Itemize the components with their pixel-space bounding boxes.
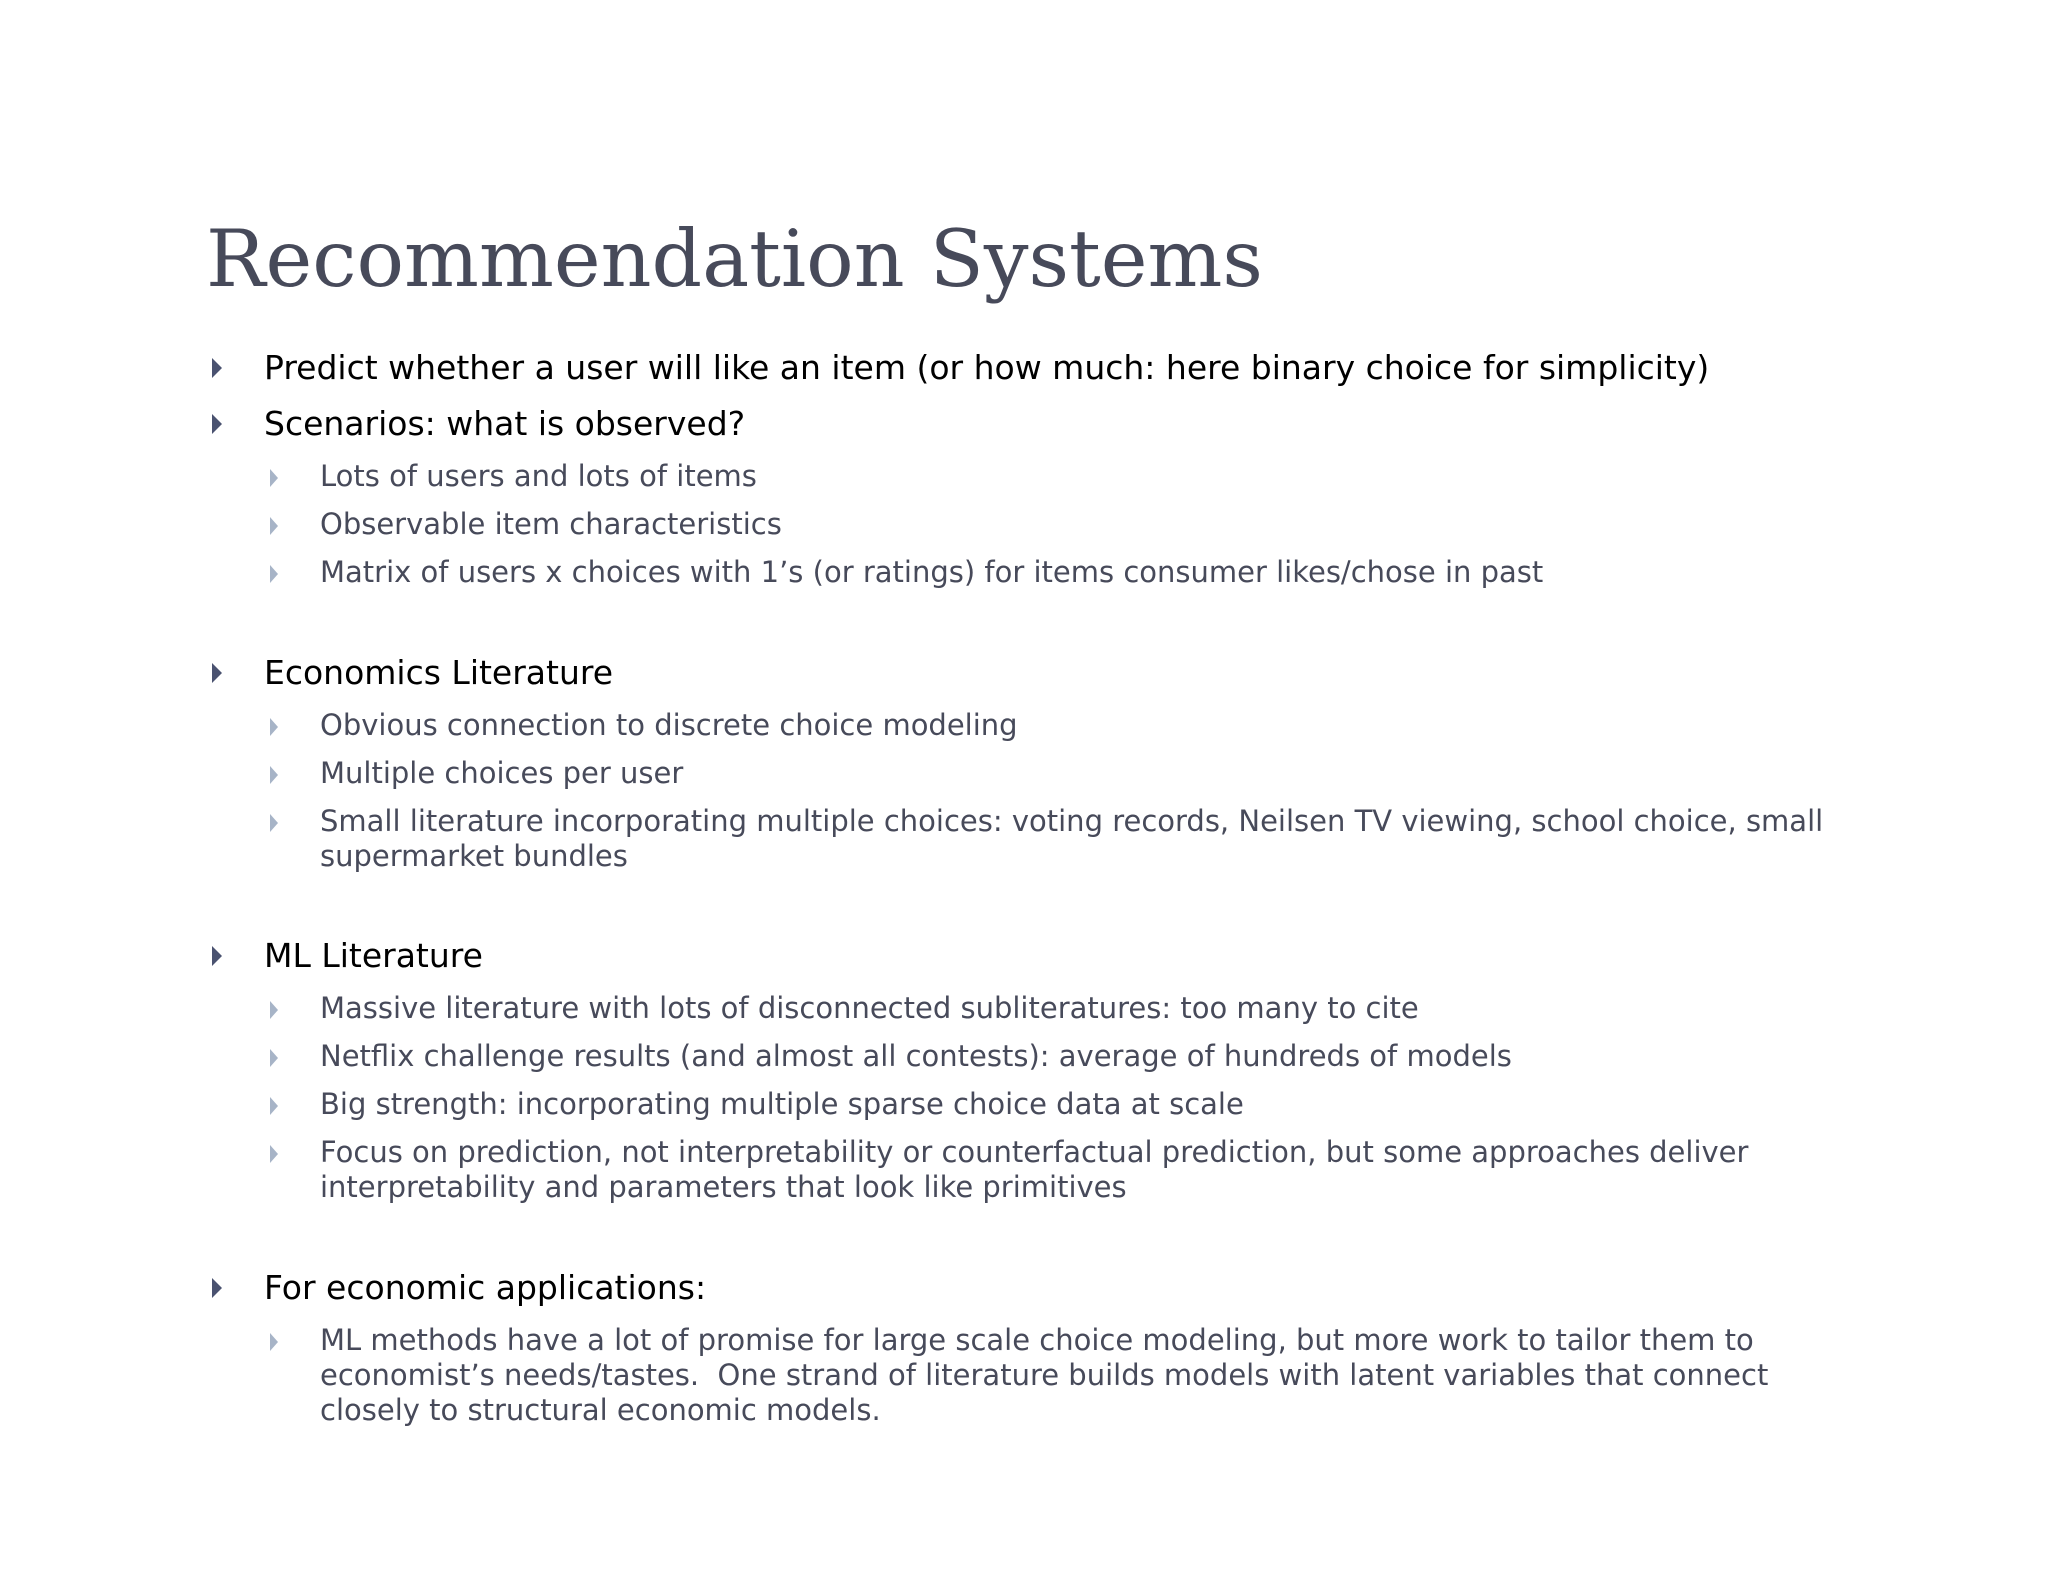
triangle-bullet-icon <box>270 766 278 784</box>
triangle-bullet-icon <box>212 946 222 966</box>
sub-bullet-text: ML methods have a lot of promise for large scale choice modeling, but more work to tailor them to economist’s needs/tastes. One strand of literature builds models with latent variables that connect closely to structural economic models. <box>320 1323 1769 1427</box>
sub-bullet-item <box>320 1323 1860 1428</box>
sub-bullet-text: Lots of users and lots of items <box>320 459 757 493</box>
sub-bullet-item <box>320 1135 1860 1205</box>
bullet-text: ML Literature <box>264 936 483 975</box>
sub-bullet-item <box>320 804 1860 874</box>
triangle-bullet-icon <box>270 1049 278 1067</box>
triangle-bullet-icon <box>270 718 278 736</box>
triangle-bullet-icon <box>212 358 222 378</box>
triangle-bullet-icon <box>270 517 278 535</box>
slide-title: Recommendation Systems <box>206 213 1263 305</box>
bullet-item <box>264 653 613 693</box>
bullet-item <box>264 936 483 976</box>
bullet-item <box>264 1268 706 1308</box>
sub-bullet-item <box>320 756 1860 791</box>
sub-bullet-item <box>320 507 1860 542</box>
sub-bullet-item <box>320 1087 1860 1122</box>
bullet-text: Economics Literature <box>264 653 614 692</box>
sub-bullet-item <box>320 459 1860 494</box>
sub-bullet-item <box>320 991 1860 1026</box>
bullet-text: Predict whether a user will like an item (or how much: here binary choice for simplicity) <box>264 348 1710 387</box>
sub-bullet-text: Focus on prediction, not interpretability or counterfactual prediction, but some approaches deliver interpretability and parameters that look like primitives <box>320 1135 1749 1204</box>
triangle-bullet-icon <box>270 1145 278 1163</box>
triangle-bullet-icon <box>212 1278 222 1298</box>
triangle-bullet-icon <box>270 1333 278 1351</box>
sub-bullet-text: Big strength: incorporating multiple sparse choice data at scale <box>320 1087 1244 1121</box>
triangle-bullet-icon <box>212 663 222 683</box>
sub-bullet-item <box>320 555 1860 590</box>
sub-bullet-text: Observable item characteristics <box>320 507 782 541</box>
sub-bullet-item <box>320 1039 1860 1074</box>
sub-bullet-text: Massive literature with lots of disconnected subliteratures: too many to cite <box>320 991 1419 1025</box>
triangle-bullet-icon <box>270 1097 278 1115</box>
bullet-text: For economic applications: <box>264 1268 707 1307</box>
bullet-item <box>264 348 1709 388</box>
triangle-bullet-icon <box>270 469 278 487</box>
triangle-bullet-icon <box>270 565 278 583</box>
triangle-bullet-icon <box>212 414 222 434</box>
sub-bullet-text: Multiple choices per user <box>320 756 684 790</box>
sub-bullet-text: Obvious connection to discrete choice modeling <box>320 708 1018 742</box>
sub-bullet-item <box>320 708 1860 743</box>
triangle-bullet-icon <box>270 814 278 832</box>
sub-bullet-text: Netflix challenge results (and almost all contests): average of hundreds of models <box>320 1039 1512 1073</box>
triangle-bullet-icon <box>270 1001 278 1019</box>
sub-bullet-text: Matrix of users x choices with 1’s (or ratings) for items consumer likes/chose in past <box>320 555 1544 589</box>
bullet-text: Scenarios: what is observed? <box>264 404 746 443</box>
sub-bullet-text: Small literature incorporating multiple choices: voting records, Neilsen TV viewing, school choice, small supermarket bundles <box>320 804 1824 873</box>
bullet-item <box>264 404 745 444</box>
